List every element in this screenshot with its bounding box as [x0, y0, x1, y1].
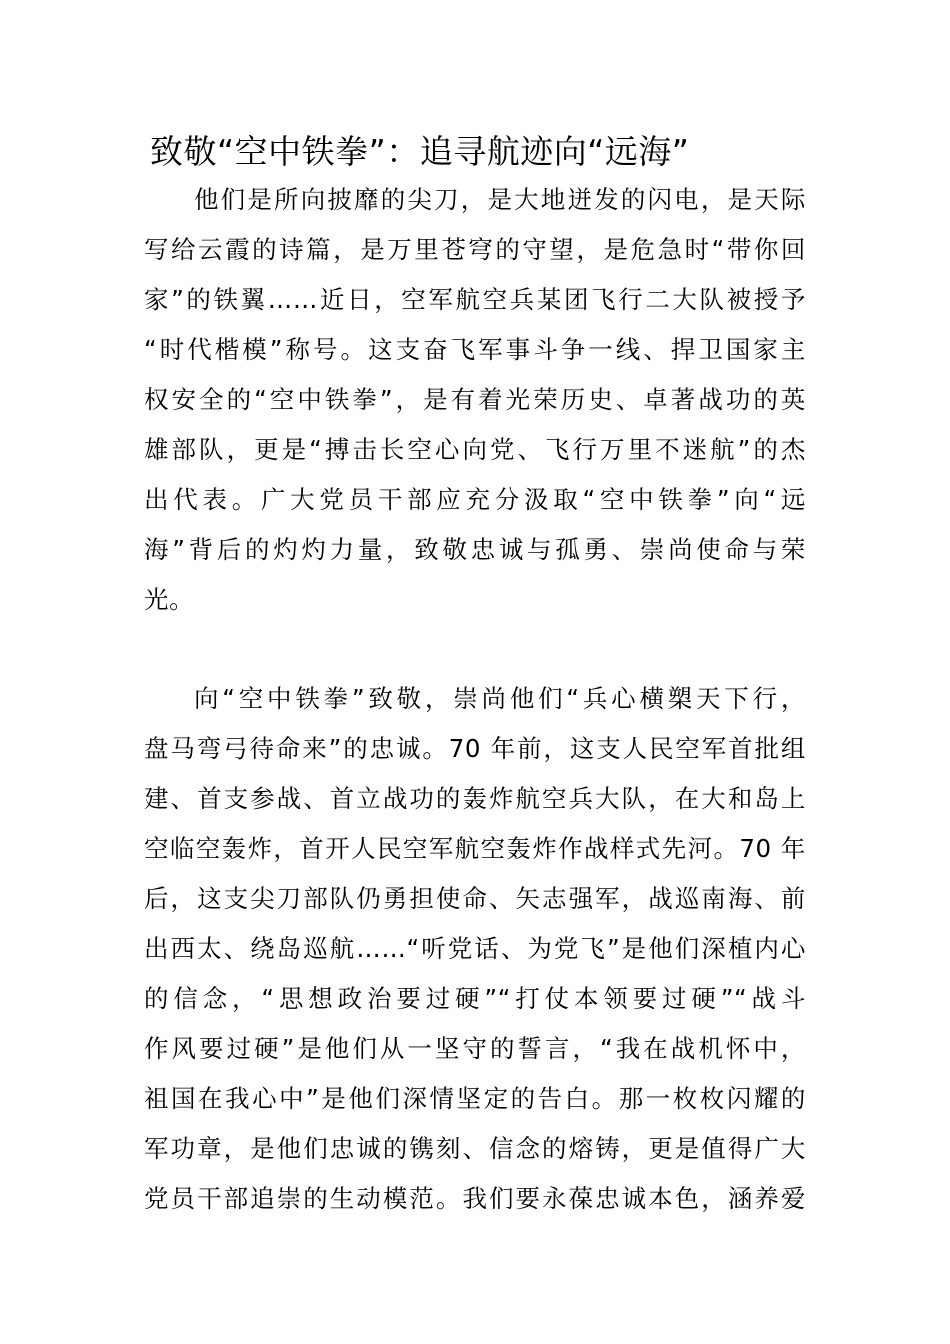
paragraph-2-line-7: 的信念，“思想政治要过硬”“打仗本领要过硬”“战斗 — [144, 984, 806, 1013]
paragraph-1-line-8: 海”背后的灼灼力量，致敬忠诚与孤勇、崇尚使命与荣 — [144, 535, 806, 564]
paragraph-2-line-9: 祖国在我心中”是他们深情坚定的告白。那一枚枚闪耀的 — [144, 1084, 806, 1113]
paragraph-2-line-3: 建、首支参战、首立战功的轰炸航空兵大队，在大和岛上 — [144, 784, 806, 813]
paragraph-2-line-11: 党员干部追崇的生动模范。我们要永葆忠诚本色，涵养爱 — [144, 1184, 806, 1213]
paragraph-2-line-4: 空临空轰炸，首开人民空军航空轰炸作战样式先河。70 年 — [144, 834, 806, 863]
document-title: 致敬“空中铁拳”：追寻航迹向“远海” — [150, 132, 690, 171]
paragraph-1-line-5: 权安全的“空中铁拳”，是有着光荣历史、卓著战功的英 — [144, 385, 806, 414]
paragraph-1-line-3: 家”的铁翼……近日，空军航空兵某团飞行二大队被授予 — [144, 285, 806, 314]
paragraph-1-line-1: 他们是所向披靡的尖刀，是大地迸发的闪电，是天际 — [194, 185, 806, 214]
paragraph-1-line-6: 雄部队，更是“搏击长空心向党、飞行万里不迷航”的杰 — [144, 435, 806, 464]
paragraph-1-line-2: 写给云霞的诗篇，是万里苍穹的守望，是危急时“带你回 — [144, 235, 806, 264]
paragraph-1-line-9: 光。 — [144, 585, 195, 614]
paragraph-2-line-6: 出西太、绕岛巡航……“听党话、为党飞”是他们深植内心 — [144, 934, 806, 963]
paragraph-1-line-7: 出代表。广大党员干部应充分汲取“空中铁拳”向“远 — [144, 485, 806, 514]
paragraph-2-line-2: 盘马弯弓待命来”的忠诚。70 年前，这支人民空军首批组 — [144, 734, 806, 763]
paragraph-2-line-10: 军功章，是他们忠诚的镌刻、信念的熔铸，更是值得广大 — [144, 1134, 806, 1163]
paragraph-2-line-8: 作风要过硬”是他们从一坚守的誓言，“我在战机怀中， — [144, 1034, 806, 1063]
paragraph-2-line-5: 后，这支尖刀部队仍勇担使命、矢志强军，战巡南海、前 — [144, 884, 806, 913]
paragraph-2-line-1: 向“空中铁拳”致敬，崇尚他们“兵心横槊天下行， — [194, 684, 806, 713]
paragraph-1-line-4: “时代楷模”称号。这支奋飞军事斗争一线、捍卫国家主 — [144, 335, 806, 364]
